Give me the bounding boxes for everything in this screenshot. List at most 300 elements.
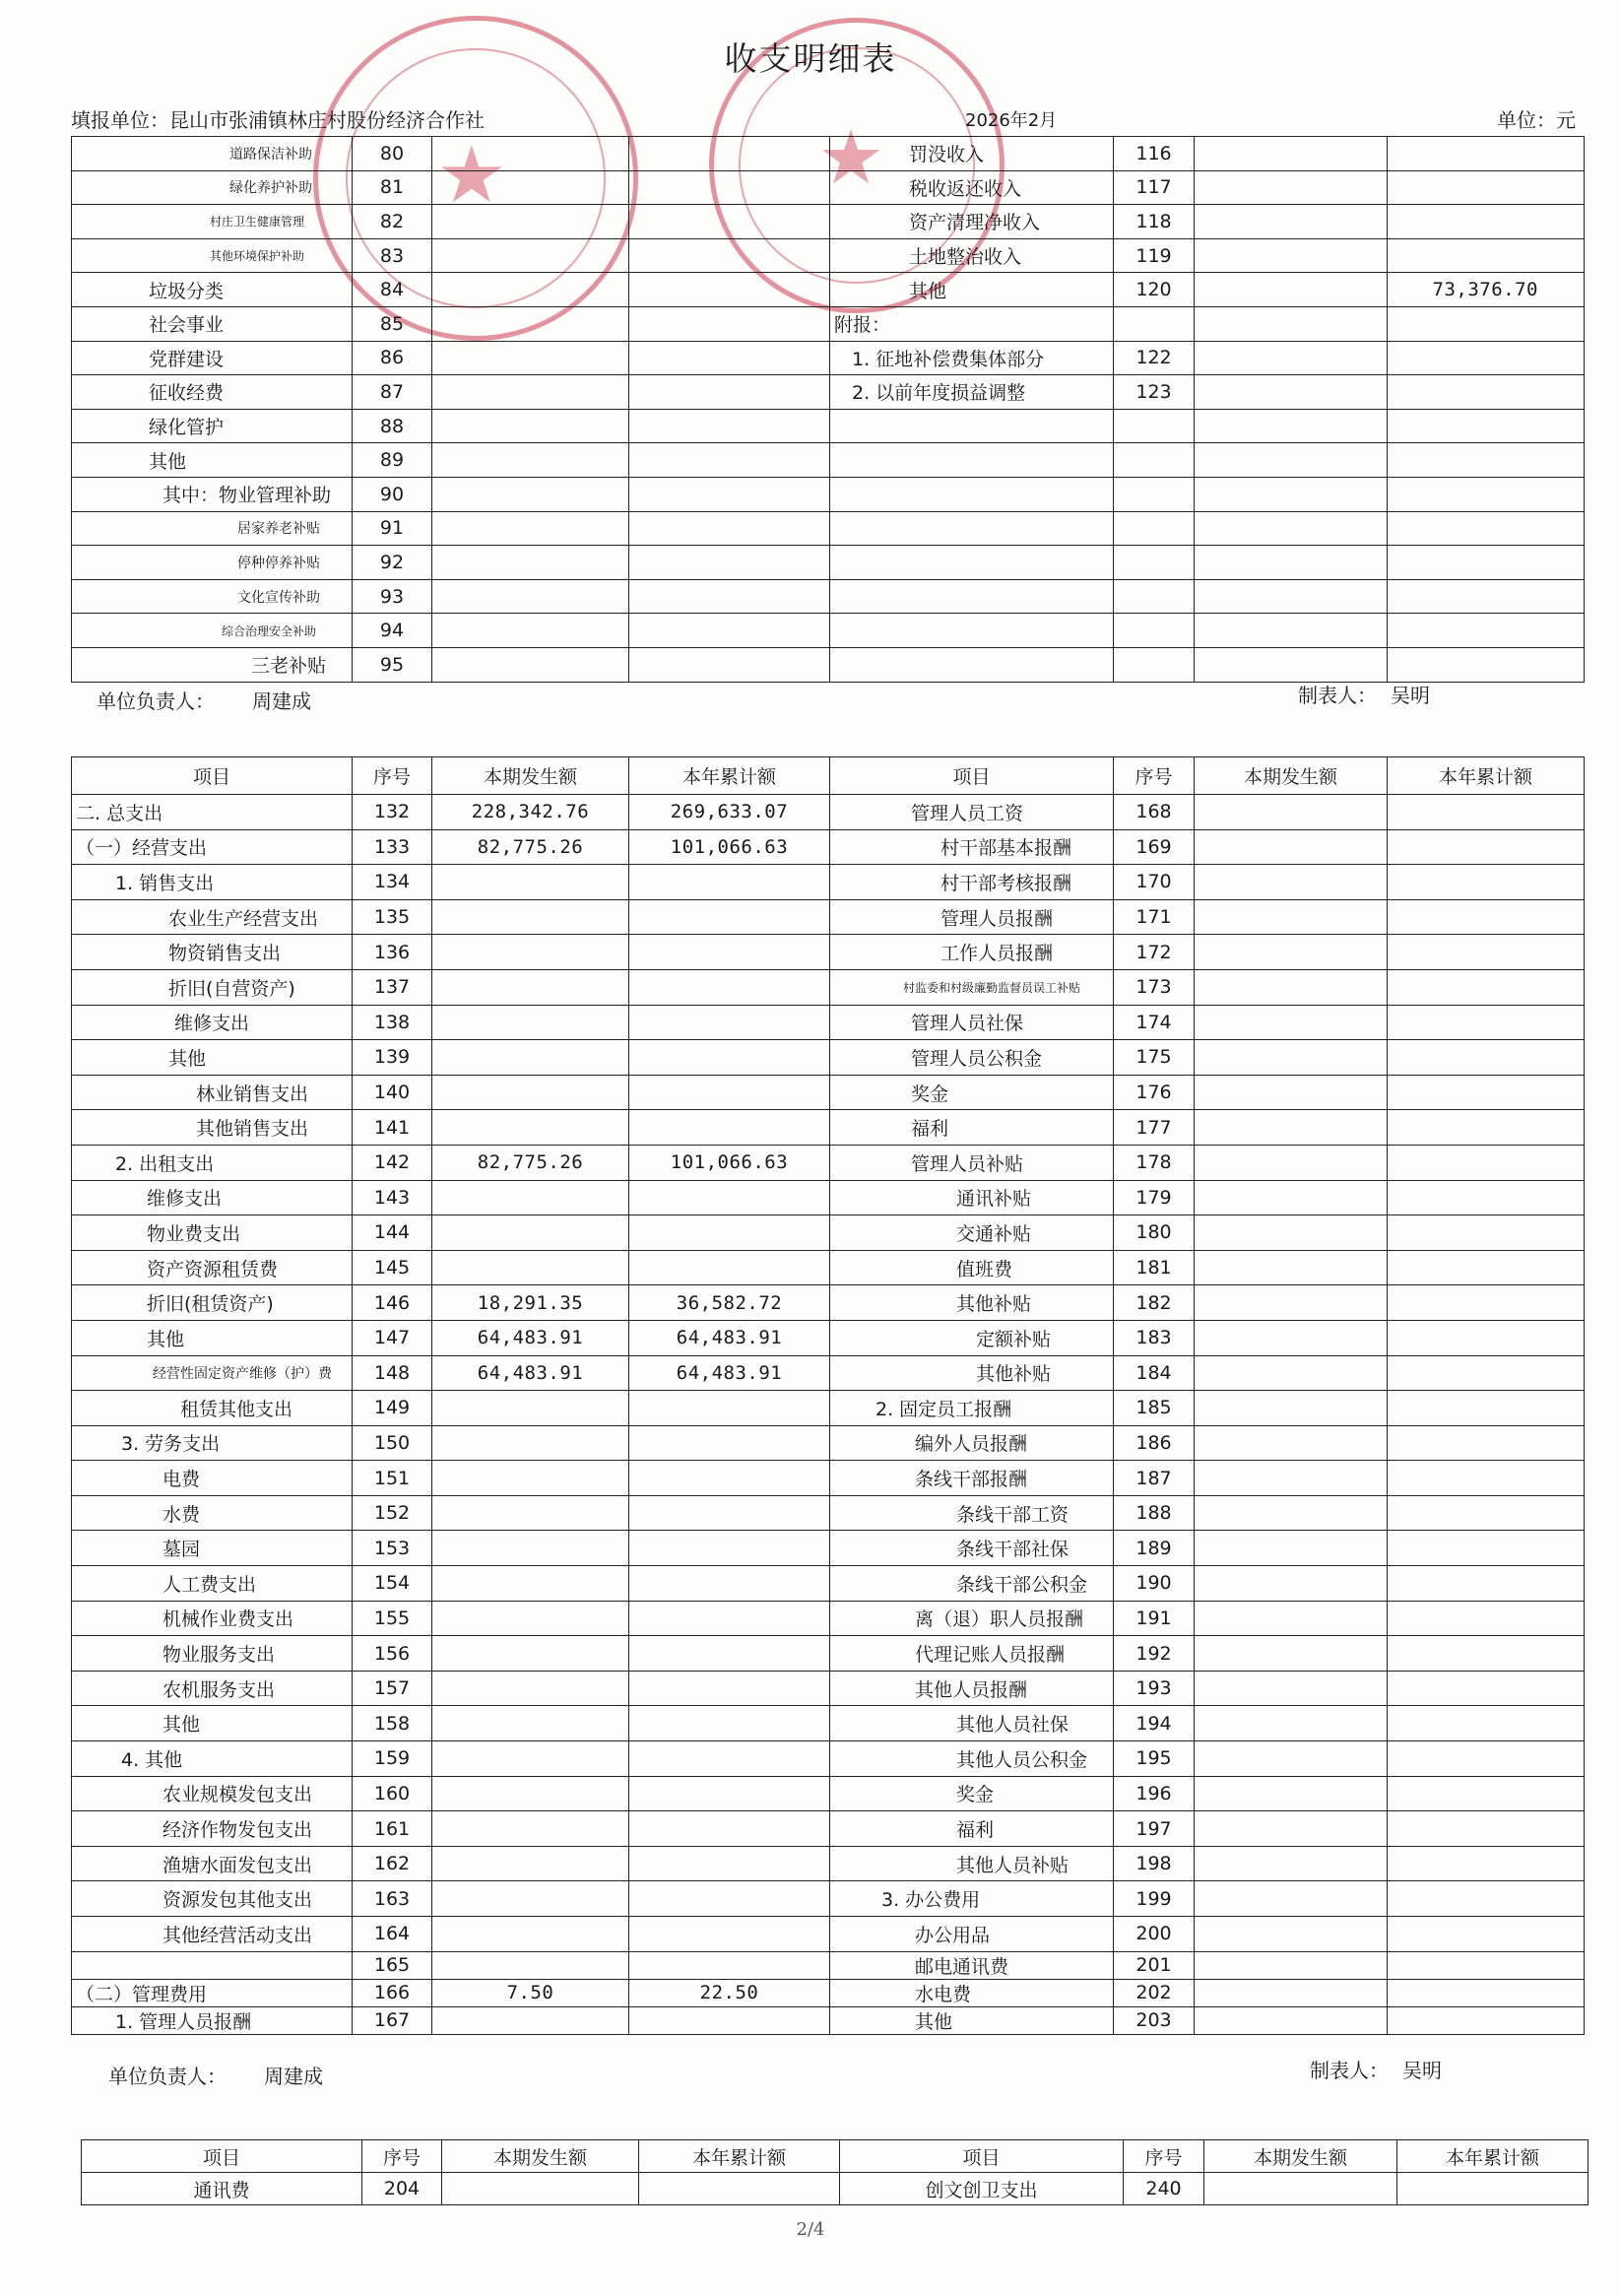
column-header: 本期发生额 — [432, 757, 629, 795]
maker-label: 制表人： — [1298, 684, 1377, 707]
item-cell: 村监委和村级廉勤监督员误工补贴 — [830, 969, 1114, 1005]
seq-cell — [1114, 614, 1195, 648]
ytd-amount-cell — [629, 306, 830, 341]
current-amount-cell — [432, 1040, 629, 1076]
item-cell: 村干部基本报酬 — [830, 829, 1114, 865]
seq-cell: 201 — [1114, 1951, 1195, 1979]
item-cell: 停种停养补贴 — [72, 546, 353, 580]
item-cell: 绿化管护 — [72, 409, 353, 443]
current-amount-cell — [432, 546, 629, 580]
ytd-amount-cell — [629, 205, 830, 239]
current-amount-cell — [432, 647, 629, 682]
item-cell: 条线干部公积金 — [830, 1566, 1114, 1602]
ytd-amount-cell — [1388, 1040, 1585, 1076]
seq-cell: 173 — [1114, 969, 1195, 1005]
seq-cell: 140 — [353, 1075, 432, 1110]
current-amount-cell — [432, 1495, 629, 1531]
item-cell: 林业销售支出 — [72, 1075, 353, 1110]
table-row — [72, 409, 1585, 443]
seq-cell: 139 — [353, 1040, 432, 1076]
seq-cell: 146 — [353, 1285, 432, 1321]
seq-cell: 118 — [1114, 205, 1195, 239]
ytd-amount-cell — [1388, 443, 1585, 478]
table-row — [72, 443, 1585, 478]
current-amount-cell — [1195, 1040, 1388, 1076]
item-cell — [72, 1951, 353, 1979]
item-cell: 村干部考核报酬 — [830, 865, 1114, 900]
column-header: 本期发生额 — [442, 2140, 639, 2173]
ytd-amount-cell — [1388, 1425, 1585, 1461]
item-cell: 其他人员公积金 — [830, 1741, 1114, 1777]
ytd-amount-cell — [629, 1391, 830, 1426]
item-cell: 折旧(自营资产) — [72, 969, 353, 1005]
item-cell: 2. 固定员工报酬 — [830, 1391, 1114, 1426]
current-amount-cell — [432, 1180, 629, 1215]
seq-cell: 161 — [353, 1811, 432, 1847]
table-row — [72, 137, 1585, 171]
table-row — [72, 1425, 1585, 1461]
seq-cell: 119 — [1114, 238, 1195, 273]
item-cell: 其他环境保护补助 — [72, 238, 353, 273]
table-row — [72, 1320, 1585, 1355]
table-row — [72, 546, 1585, 580]
ytd-amount-cell — [1388, 409, 1585, 443]
current-amount-cell — [432, 1531, 629, 1566]
seq-cell: 150 — [353, 1425, 432, 1461]
seq-cell: 179 — [1114, 1180, 1195, 1215]
table-row — [72, 1881, 1585, 1917]
ytd-amount-cell — [1388, 1671, 1585, 1706]
item-cell: 维修支出 — [72, 1005, 353, 1040]
item-cell: 管理人员工资 — [830, 795, 1114, 830]
item-cell: 代理记账人员报酬 — [830, 1636, 1114, 1672]
seq-cell — [1114, 306, 1195, 341]
ytd-amount-cell — [629, 477, 830, 511]
ytd-amount-cell — [629, 1846, 830, 1881]
table-row — [72, 969, 1585, 1005]
table-row — [72, 935, 1585, 970]
ytd-amount-cell — [1388, 1285, 1585, 1321]
seq-cell: 192 — [1114, 1636, 1195, 1672]
seq-cell: 95 — [353, 647, 432, 682]
ytd-amount-cell — [1388, 1846, 1585, 1881]
table-row — [72, 647, 1585, 682]
seq-cell: 135 — [353, 899, 432, 935]
current-amount-cell — [432, 1881, 629, 1917]
column-header: 序号 — [362, 2140, 442, 2173]
item-cell: 其他销售支出 — [72, 1110, 353, 1146]
current-amount-cell — [1195, 137, 1388, 171]
seq-cell: 81 — [353, 170, 432, 205]
item-cell: 其他 — [72, 1706, 353, 1741]
ytd-amount-cell — [1388, 137, 1585, 171]
item-cell: 农业规模发包支出 — [72, 1776, 353, 1811]
item-cell: 工作人员报酬 — [830, 935, 1114, 970]
ytd-amount-cell — [629, 2006, 830, 2034]
table-row — [72, 1846, 1585, 1881]
ytd-amount-cell — [629, 1250, 830, 1285]
leader-label-2: 单位负责人： — [108, 2065, 227, 2088]
ytd-amount-cell: 36,582.72 — [629, 1285, 830, 1321]
item-cell: 资源发包其他支出 — [72, 1881, 353, 1917]
ytd-amount-cell — [1388, 1566, 1585, 1602]
current-amount-cell — [1195, 273, 1388, 307]
current-amount-cell — [1195, 1846, 1388, 1881]
current-amount-cell: 7.50 — [432, 1979, 629, 2006]
column-header: 本期发生额 — [1204, 2140, 1397, 2173]
item-cell: 其他经营活动支出 — [72, 1917, 353, 1952]
item-cell: 土地整治收入 — [830, 238, 1114, 273]
current-amount-cell — [1195, 341, 1388, 375]
current-amount-cell — [432, 2006, 629, 2034]
current-amount-cell — [1195, 614, 1388, 648]
column-header: 序号 — [1124, 2140, 1204, 2173]
current-amount-cell — [432, 1566, 629, 1602]
table-row — [72, 795, 1585, 830]
item-cell: 渔塘水面发包支出 — [72, 1846, 353, 1881]
ytd-amount-cell — [1388, 1601, 1585, 1636]
item-cell — [830, 614, 1114, 648]
ytd-amount-cell — [1388, 1180, 1585, 1215]
seq-cell: 203 — [1114, 2006, 1195, 2034]
ytd-amount-cell: 269,633.07 — [629, 795, 830, 830]
current-amount-cell — [432, 443, 629, 478]
current-amount-cell — [1195, 1145, 1388, 1180]
seq-cell: 183 — [1114, 1320, 1195, 1355]
seq-cell: 83 — [353, 238, 432, 273]
ytd-amount-cell: 101,066.63 — [629, 829, 830, 865]
item-cell: 其他 — [72, 443, 353, 478]
reporting-unit: 填报单位：昆山市张浦镇林庄村股份经济合作社 — [71, 108, 485, 132]
current-amount-cell: 82,775.26 — [432, 829, 629, 865]
seal-star-icon: ★ — [817, 113, 885, 201]
table-row — [72, 1215, 1585, 1251]
item-cell: 管理人员公积金 — [830, 1040, 1114, 1076]
ytd-amount-cell — [1388, 1320, 1585, 1355]
current-amount-cell — [1195, 935, 1388, 970]
ytd-amount-cell — [1388, 1811, 1585, 1847]
ytd-amount-cell — [629, 1495, 830, 1531]
ytd-amount-cell — [629, 865, 830, 900]
ytd-amount-cell — [629, 647, 830, 682]
current-amount-cell: 228,342.76 — [432, 795, 629, 830]
current-amount-cell — [432, 1215, 629, 1251]
item-cell: 编外人员报酬 — [830, 1425, 1114, 1461]
current-amount-cell — [432, 273, 629, 307]
seq-cell — [1114, 443, 1195, 478]
seq-cell: 136 — [353, 935, 432, 970]
ytd-amount-cell — [629, 1425, 830, 1461]
item-cell: 其中：物业管理补助 — [72, 477, 353, 511]
seq-cell: 85 — [353, 306, 432, 341]
table-row — [72, 273, 1585, 307]
item-cell: 税收返还收入 — [830, 170, 1114, 205]
table-row — [72, 1811, 1585, 1847]
ytd-amount-cell — [629, 273, 830, 307]
seq-cell: 162 — [353, 1846, 432, 1881]
item-cell: 罚没收入 — [830, 137, 1114, 171]
seq-cell: 134 — [353, 865, 432, 900]
currency-unit: 单位：元 — [1497, 108, 1576, 132]
seq-cell — [1114, 409, 1195, 443]
item-cell: 党群建设 — [72, 341, 353, 375]
seq-cell: 196 — [1114, 1776, 1195, 1811]
ytd-amount-cell — [629, 614, 830, 648]
current-amount-cell — [1195, 1005, 1388, 1040]
current-amount-cell — [1195, 1495, 1388, 1531]
ytd-amount-cell — [1388, 935, 1585, 970]
seq-cell: 120 — [1114, 273, 1195, 307]
seq-cell: 197 — [1114, 1811, 1195, 1847]
ytd-amount-cell — [629, 1636, 830, 1672]
item-cell: 通讯费 — [82, 2173, 362, 2205]
current-amount-cell — [432, 511, 629, 546]
ytd-amount-cell — [639, 2173, 840, 2205]
item-cell: 农机服务支出 — [72, 1671, 353, 1706]
current-amount-cell — [432, 1391, 629, 1426]
item-cell: 经济作物发包支出 — [72, 1811, 353, 1847]
ytd-amount-cell: 22.50 — [629, 1979, 830, 2006]
current-amount-cell — [1195, 1566, 1388, 1602]
ytd-amount-cell — [629, 1706, 830, 1741]
seq-cell: 199 — [1114, 1881, 1195, 1917]
column-header: 本年累计额 — [639, 2140, 840, 2173]
table-row — [72, 1391, 1585, 1426]
current-amount-cell — [1195, 238, 1388, 273]
current-amount-cell — [1195, 1461, 1388, 1496]
seq-cell: 151 — [353, 1461, 432, 1496]
item-cell: 办公用品 — [830, 1917, 1114, 1952]
current-amount-cell — [1195, 306, 1388, 341]
page-number: 2/4 — [796, 2219, 825, 2240]
seq-cell: 186 — [1114, 1425, 1195, 1461]
item-cell: 道路保洁补助 — [72, 137, 353, 171]
seq-cell: 148 — [353, 1355, 432, 1391]
table-header-row — [82, 2140, 1589, 2173]
item-cell: 资产清理净收入 — [830, 205, 1114, 239]
seq-cell: 159 — [353, 1741, 432, 1777]
ytd-amount-cell: 64,483.91 — [629, 1355, 830, 1391]
current-amount-cell — [1195, 969, 1388, 1005]
current-amount-cell — [432, 238, 629, 273]
seq-cell: 80 — [353, 137, 432, 171]
seq-cell: 200 — [1114, 1917, 1195, 1952]
seq-cell: 143 — [353, 1180, 432, 1215]
item-cell: 通讯补贴 — [830, 1180, 1114, 1215]
current-amount-cell — [432, 1636, 629, 1672]
ytd-amount-cell — [629, 511, 830, 546]
current-amount-cell — [1195, 579, 1388, 614]
seq-cell — [1114, 477, 1195, 511]
current-amount-cell — [1195, 170, 1388, 205]
ytd-amount-cell — [629, 1461, 830, 1496]
seq-cell: 154 — [353, 1566, 432, 1602]
current-amount-cell — [432, 375, 629, 410]
seq-cell: 94 — [353, 614, 432, 648]
ytd-amount-cell — [629, 238, 830, 273]
seq-cell: 164 — [353, 1917, 432, 1952]
ytd-amount-cell — [629, 1531, 830, 1566]
current-amount-cell — [1195, 1951, 1388, 1979]
seq-cell: 168 — [1114, 795, 1195, 830]
seq-cell: 156 — [353, 1636, 432, 1672]
ytd-amount-cell — [1397, 2173, 1589, 2205]
current-amount-cell — [432, 1917, 629, 1952]
current-amount-cell — [1195, 409, 1388, 443]
current-amount-cell — [1195, 1706, 1388, 1741]
column-header: 本期发生额 — [1195, 757, 1388, 795]
seq-cell: 144 — [353, 1215, 432, 1251]
ytd-amount-cell — [1388, 238, 1585, 273]
seq-cell: 82 — [353, 205, 432, 239]
item-cell: 4. 其他 — [72, 1741, 353, 1777]
item-cell: 文化宣传补助 — [72, 579, 353, 614]
seq-cell: 165 — [353, 1951, 432, 1979]
current-amount-cell — [432, 899, 629, 935]
ytd-amount-cell — [629, 1811, 830, 1847]
ytd-amount-cell — [1388, 205, 1585, 239]
seq-cell — [1114, 647, 1195, 682]
ytd-amount-cell — [1388, 1005, 1585, 1040]
current-amount-cell — [1195, 205, 1388, 239]
table-row — [72, 1776, 1585, 1811]
table-row — [72, 511, 1585, 546]
ytd-amount-cell — [629, 899, 830, 935]
item-cell: 邮电通讯费 — [830, 1951, 1114, 1979]
seq-cell: 190 — [1114, 1566, 1195, 1602]
current-amount-cell — [1195, 1180, 1388, 1215]
table-row — [72, 1075, 1585, 1110]
ytd-amount-cell — [629, 1776, 830, 1811]
item-cell: 维修支出 — [72, 1180, 353, 1215]
column-header: 项目 — [840, 2140, 1124, 2173]
ytd-amount-cell — [1388, 1741, 1585, 1777]
ytd-amount-cell: 73,376.70 — [1388, 273, 1585, 307]
seq-cell: 133 — [353, 829, 432, 865]
current-amount-cell — [1195, 1391, 1388, 1426]
current-amount-cell — [1195, 375, 1388, 410]
ytd-amount-cell — [1388, 1250, 1585, 1285]
item-cell: 二. 总支出 — [72, 795, 353, 830]
ytd-amount-cell — [629, 1917, 830, 1952]
table-row — [72, 1040, 1585, 1076]
seq-cell: 240 — [1124, 2173, 1204, 2205]
seq-cell: 166 — [353, 1979, 432, 2006]
item-cell: 其他人员补贴 — [830, 1846, 1114, 1881]
seq-cell: 84 — [353, 273, 432, 307]
ytd-amount-cell — [1388, 1145, 1585, 1180]
seq-cell: 198 — [1114, 1846, 1195, 1881]
item-cell: 农业生产经营支出 — [72, 899, 353, 935]
table-row — [72, 1005, 1585, 1040]
item-cell: 三老补贴 — [72, 647, 353, 682]
item-cell: 村庄卫生健康管理 — [72, 205, 353, 239]
current-amount-cell — [432, 1110, 629, 1146]
table-row — [72, 1917, 1585, 1952]
table-row — [72, 1601, 1585, 1636]
table-row — [72, 2006, 1585, 2034]
ytd-amount-cell — [629, 935, 830, 970]
ytd-amount-cell — [629, 579, 830, 614]
seal-star-icon: ★ — [436, 129, 507, 221]
seq-cell: 147 — [353, 1320, 432, 1355]
current-amount-cell — [1195, 477, 1388, 511]
ytd-amount-cell — [629, 546, 830, 580]
column-header: 本年累计额 — [629, 757, 830, 795]
current-amount-cell — [1195, 1110, 1388, 1146]
item-cell: 绿化养护补助 — [72, 170, 353, 205]
seq-cell: 87 — [353, 375, 432, 410]
seq-cell — [1114, 546, 1195, 580]
ytd-amount-cell — [1388, 1979, 1585, 2006]
current-amount-cell — [432, 205, 629, 239]
maker-name: 吴明 — [1391, 684, 1430, 707]
current-amount-cell — [432, 579, 629, 614]
table-row — [72, 614, 1585, 648]
ytd-amount-cell — [629, 443, 830, 478]
leader-name-2: 周建成 — [264, 2065, 323, 2088]
item-cell: 其他补贴 — [830, 1285, 1114, 1321]
ytd-amount-cell — [1388, 1706, 1585, 1741]
maker-name-2: 吴明 — [1402, 2059, 1442, 2082]
seq-cell: 171 — [1114, 899, 1195, 935]
current-amount-cell — [432, 1005, 629, 1040]
ytd-amount-cell — [1388, 1391, 1585, 1426]
seq-cell: 187 — [1114, 1461, 1195, 1496]
current-amount-cell — [432, 409, 629, 443]
ytd-amount-cell — [1388, 795, 1585, 830]
table-row — [72, 1495, 1585, 1531]
seq-cell: 176 — [1114, 1075, 1195, 1110]
current-amount-cell — [432, 1846, 629, 1881]
current-amount-cell — [1195, 1285, 1388, 1321]
table-row — [72, 1671, 1585, 1706]
current-amount-cell — [432, 306, 629, 341]
ytd-amount-cell — [1388, 969, 1585, 1005]
item-cell: 社会事业 — [72, 306, 353, 341]
seq-cell: 195 — [1114, 1741, 1195, 1777]
current-amount-cell — [432, 1425, 629, 1461]
item-cell: 1. 管理人员报酬 — [72, 2006, 353, 2034]
item-cell: 电费 — [72, 1461, 353, 1496]
table-row — [72, 1285, 1585, 1321]
ytd-amount-cell — [1388, 375, 1585, 410]
current-amount-cell — [1195, 1320, 1388, 1355]
current-amount-cell — [1195, 546, 1388, 580]
seq-cell: 191 — [1114, 1601, 1195, 1636]
current-amount-cell — [1195, 1355, 1388, 1391]
item-cell — [830, 579, 1114, 614]
item-cell: 管理人员报酬 — [830, 899, 1114, 935]
ytd-amount-cell — [1388, 614, 1585, 648]
current-amount-cell: 18,291.35 — [432, 1285, 629, 1321]
ytd-amount-cell — [1388, 546, 1585, 580]
ytd-amount-cell — [629, 1110, 830, 1146]
item-cell: 其他补贴 — [830, 1355, 1114, 1391]
column-header: 本年累计额 — [1388, 757, 1585, 795]
seq-cell: 167 — [353, 2006, 432, 2034]
seq-cell: 158 — [353, 1706, 432, 1741]
ytd-amount-cell — [629, 1671, 830, 1706]
table-row — [72, 829, 1585, 865]
item-cell: 2. 以前年度损益调整 — [830, 375, 1114, 410]
seq-cell: 157 — [353, 1671, 432, 1706]
current-amount-cell — [432, 137, 629, 171]
seq-cell: 88 — [353, 409, 432, 443]
seq-cell: 170 — [1114, 865, 1195, 900]
seq-cell: 90 — [353, 477, 432, 511]
seq-cell: 169 — [1114, 829, 1195, 865]
